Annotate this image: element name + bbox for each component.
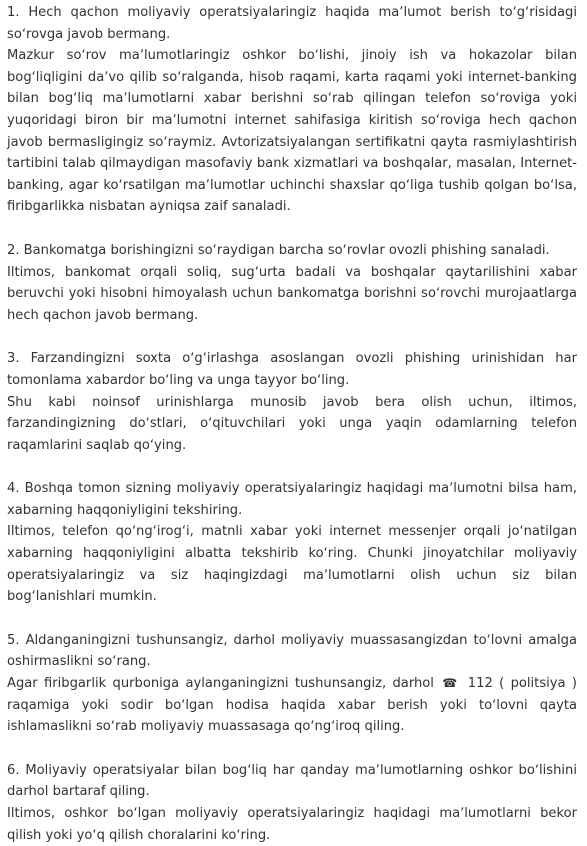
section-heading: 5. Aldanganingizni tushunsangiz, darhol moliyaviy muassasangizdan toʻlovni amalga oshirmaslikni soʻrang. — [7, 632, 577, 670]
phone-number: 112 ( politsiya ) — [467, 676, 578, 692]
body-text-before-phone: Agar firibgarlik qurboniga aylanganingizni tushunsangiz, darhol — [7, 676, 434, 692]
section-body: Iltimos, oshkor boʻlgan moliyaviy operatsiyalaringiz haqidagi maʼlumotlarni bekor qilish yoki yoʻq qilish choralarini koʻring. — [7, 806, 577, 843]
section-body: Iltimos, telefon qoʻngʻirogʻi, matnli xabar yoki internet messenjer orqali joʻnatilgan xabarning haqqoniyligini albatta tekshirib koʻring. Chunki jinoyatchilar moliyaviy operatsiyalaringiz va siz haqingizdagi maʼlumotlarni olish uchun siz bilan bogʻlanishlari mumkin. — [7, 524, 577, 605]
section-1 — [7, 2, 577, 218]
section-2 — [7, 240, 577, 326]
section-heading: 4. Boshqa tomon sizning moliyaviy operatsiyalaringiz haqidagi maʼlumotni bilsa ham, xabarning haqqoniyligini tekshiring. — [7, 481, 577, 518]
section-4 — [7, 478, 577, 608]
section-body: Mazkur soʻrov maʼlumotlaringiz oshkor boʻlishi, jinoiy ish va hokazolar bilan bogʻliqligini daʼvo qilib soʻralganda, hisob raqami, karta raqami yoki internet-banking bilan bogʻliq maʼlumotlarni xabar berishni soʻrab qilingan telefon soʻroviga yoki yuqoridagi biron bir maʼlumotni internet sahifasiga kiritish soʻroviga hech qachon javob bermasligingiz soʻraymiz. Avtorizatsiyalangan sertifikatni qayta rasmiylashtirish tartibini talab qilmaydigan masofaviy bank xizmatlari va boshqalar, masalan, Internet-banking, agar koʻrsatilgan maʼlumotlar uchinchi shaxslar qoʻliga tushib qolgan boʻlsa, firibgarlikka nisbatan ayniqsa zaif sanaladi. — [7, 48, 577, 215]
phone-icon: ☎ — [442, 676, 460, 691]
body-text-after-phone: raqamiga yoki sodir boʻlgan hodisa haqida xabar berish yoki toʻlovni qayta ishlamaslikni soʻrab moliyaviy muassasaga qoʻngʻiroq qiling. — [7, 697, 577, 735]
section-body: Shu kabi noinsof urinishlarga munosib javob bera olish uchun, iltimos, farzandingizning doʻstlari, oʻqituvchilari yoki unga yaqin odamlarning telefon raqamlarini saqlab qoʻying. — [7, 394, 577, 453]
section-body — [7, 673, 577, 738]
section-heading: 1. Hech qachon moliyaviy operatsiyalaringiz haqida maʼlumot berish toʻgʻrisidagi soʻrovga javob bermang. — [7, 5, 577, 42]
section-5 — [7, 630, 577, 738]
section-heading: 2. Bankomatga borishingizni soʻraydigan barcha soʻrovlar ovozli phishing sanaladi. — [7, 242, 550, 258]
section-heading: 3. Farzandingizni soxta oʻgʻirlashga asoslangan ovozli phishing urinishidan har tomonlama xabardor boʻling va unga tayyor boʻling. — [7, 351, 577, 388]
section-6 — [7, 760, 577, 846]
section-body: Iltimos, bankomat orqali soliq, sugʻurta badali va boshqalar qaytarilishini xabar beruvchi yoki hisobni himoyalash uchun bankomatga borishni soʻrovchi murojaatlarga hech qachon javob bermang. — [7, 264, 577, 323]
section-3 — [7, 348, 577, 456]
section-heading: 6. Moliyaviy operatsiyalar bilan bogʻliq har qanday maʼlumotlarning oshkor boʻlishini darhol bartaraf qiling. — [7, 762, 577, 800]
